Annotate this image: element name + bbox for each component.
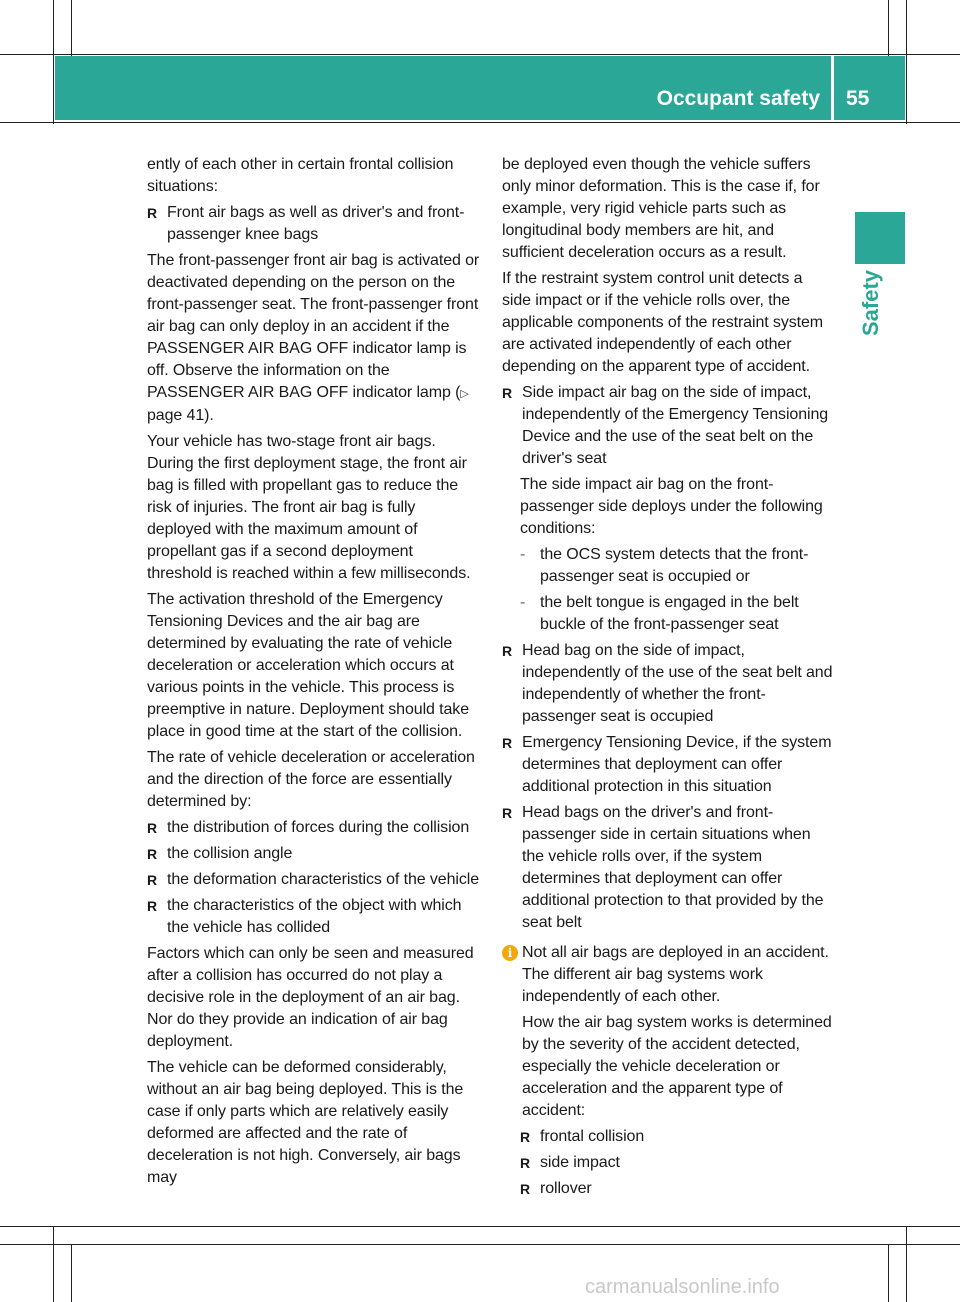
list-item-text: Side impact air bag on the side of impact, independently of the Emergency Tensioning Device and the use of the seat belt on the driver's seat: [522, 384, 829, 467]
header-divider: [831, 56, 834, 120]
bullet-marker: R: [502, 643, 513, 659]
crop-mark: [71, 1244, 72, 1302]
dash-item-text: the belt tongue is engaged in the belt buckle of the front-passenger seat: [540, 594, 799, 633]
crop-mark: [906, 1226, 907, 1302]
crop-mark: [71, 0, 72, 56]
list-item-text: rollover: [540, 1180, 592, 1197]
paragraph: The rate of vehicle deceleration or acceleration and the direction of the force are essentially determined by:: [147, 749, 475, 810]
crop-mark: [0, 1226, 960, 1227]
list-item: [502, 382, 835, 470]
bullet-marker: R: [520, 1181, 531, 1197]
list-item: [502, 640, 835, 728]
bullet-marker: R: [502, 805, 513, 821]
dash-item: [502, 592, 835, 636]
crop-mark: [53, 0, 54, 124]
paragraph: ently of each other in certain frontal collision situations:: [147, 156, 454, 195]
list-item: [520, 1126, 835, 1148]
list-item-text: the collision angle: [167, 845, 293, 862]
list-item-text: the distribution of forces during the collision: [167, 819, 470, 836]
paragraph: Your vehicle has two-stage front air bags. During the first deployment stage, the front air bag is filled with propellant gas to reduce the risk of injuries. The front air bag is fully deployed with the maximum amount of propellant gas if a second deployment threshold is reached within a few milliseconds.: [147, 433, 471, 582]
paragraph: If the restraint system control unit detects a side impact or if the vehicle rolls over, the applicable components of the restraint system are activated independently of each other depending on the apparent type of accident.: [502, 270, 824, 375]
list-item-text: frontal collision: [540, 1128, 645, 1145]
paragraph: The front-passenger front air bag is activated or deactivated depending on the person on the front-passenger seat. The front-passenger front air bag can only deploy in an accident if the PASSENGER AIR BAG OFF indicator lamp is off. Observe the information on the PASSENGER AIR BAG OFF indicator lamp (▷ page 41).: [147, 252, 480, 424]
dash-marker: -: [520, 546, 526, 563]
info-note: [502, 942, 835, 1008]
crop-mark: [0, 1244, 960, 1245]
dash-item: [502, 544, 835, 588]
paragraph: The vehicle can be deformed considerably, without an air bag being deployed. This is the case if only parts which are relatively easily deformed are affected and the rate of deceleration is not high. Conversely, air bags may: [147, 1059, 464, 1186]
crop-mark: [906, 0, 907, 124]
crop-mark: [888, 1244, 889, 1302]
bullet-marker: R: [502, 735, 513, 751]
list-item-text: the characteristics of the object with which the vehicle has collided: [167, 897, 462, 936]
crop-mark: [0, 54, 960, 55]
list-item: [147, 869, 480, 891]
crop-mark: [0, 122, 960, 123]
bullet-marker: R: [147, 872, 158, 888]
list-item: [520, 1178, 835, 1200]
list-item: [147, 202, 480, 246]
list-item-text: Emergency Tensioning Device, if the system determines that deployment can offer additional protection in this situation: [522, 734, 832, 795]
bullet-marker: R: [520, 1129, 531, 1145]
info-icon: i: [502, 945, 518, 961]
list-item: [502, 802, 835, 934]
bullet-marker: R: [147, 898, 158, 914]
bullet-marker: R: [147, 846, 158, 862]
page-ref-arrow-icon: ▷: [460, 388, 469, 400]
list-item-text: Head bag on the side of impact, independently of the use of the seat belt and independently of whether the front-passenger seat is occupied: [522, 642, 833, 725]
paragraph-text: The front-passenger front air bag is activated or deactivated depending on the person on the front-passenger seat. The front-passenger front air bag can only deploy in an accident if the PASSENGER AIR BAG OFF indicator lamp is off. Observe the information on the PASSENGER AIR BAG OFF indicator lamp: [147, 252, 480, 401]
paragraph: Factors which can only be seen and measured after a collision has occurred do not play a decisive role in the deployment of an air bag. Nor do they provide an indication of air bag deployment.: [147, 945, 474, 1050]
list-item: [147, 895, 480, 939]
paragraph: be deployed even though the vehicle suffers only minor deformation. This is the case if, for example, very rigid vehicle parts such as longitudinal body members are hit, and sufficient deceleration occurs as a result.: [502, 156, 820, 261]
list-item-text: the deformation characteristics of the vehicle: [167, 871, 480, 888]
list-item-text: Head bags on the driver's and front-passenger side in certain situations when the vehicle rolls over, if the system determines that deployment can offer additional protection to that provided by the seat belt: [522, 804, 824, 931]
info-note-text: Not all air bags are deployed in an accident. The different air bag systems work independently of each other.: [522, 944, 829, 1005]
list-item: [147, 843, 480, 865]
list-item: [147, 817, 480, 839]
crop-mark: [53, 1226, 54, 1302]
list-item-text: side impact: [540, 1154, 620, 1171]
watermark: carmanualsonline.info: [585, 1276, 780, 1298]
sub-paragraph: The side impact air bag on the front-passenger side deploys under the following conditions:: [520, 476, 823, 537]
left-column: [147, 154, 480, 1193]
bullet-marker: R: [147, 205, 158, 221]
info-note-paragraph: How the air bag system works is determined by the severity of the accident detected, especially the vehicle deceleration or acceleration and the apparent type of accident:: [522, 1014, 832, 1119]
dash-marker: -: [520, 594, 526, 611]
side-tab-label: Safety: [858, 269, 883, 336]
dash-item-text: the OCS system detects that the front-passenger seat is occupied or: [540, 546, 809, 585]
page-reference-link[interactable]: page 41).: [147, 407, 214, 424]
side-tab-marker: [855, 212, 905, 264]
section-title: Occupant safety: [656, 87, 820, 110]
list-item: [520, 1152, 835, 1174]
list-item: [502, 732, 835, 798]
bullet-marker: R: [520, 1155, 531, 1171]
page-number: 55: [846, 87, 870, 110]
paragraph: The activation threshold of the Emergency Tensioning Devices and the air bag are determined by evaluating the rate of vehicle deceleration or acceleration which occurs at various points in the vehicle. This process is preemptive in nature. Deployment should take place in good time at the start of the collision.: [147, 591, 470, 740]
crop-mark: [888, 0, 889, 56]
list-item-text: Front air bags as well as driver's and front-passenger knee bags: [167, 204, 465, 243]
bullet-marker: R: [502, 385, 513, 401]
right-column: [502, 154, 835, 1204]
bullet-marker: R: [147, 820, 158, 836]
